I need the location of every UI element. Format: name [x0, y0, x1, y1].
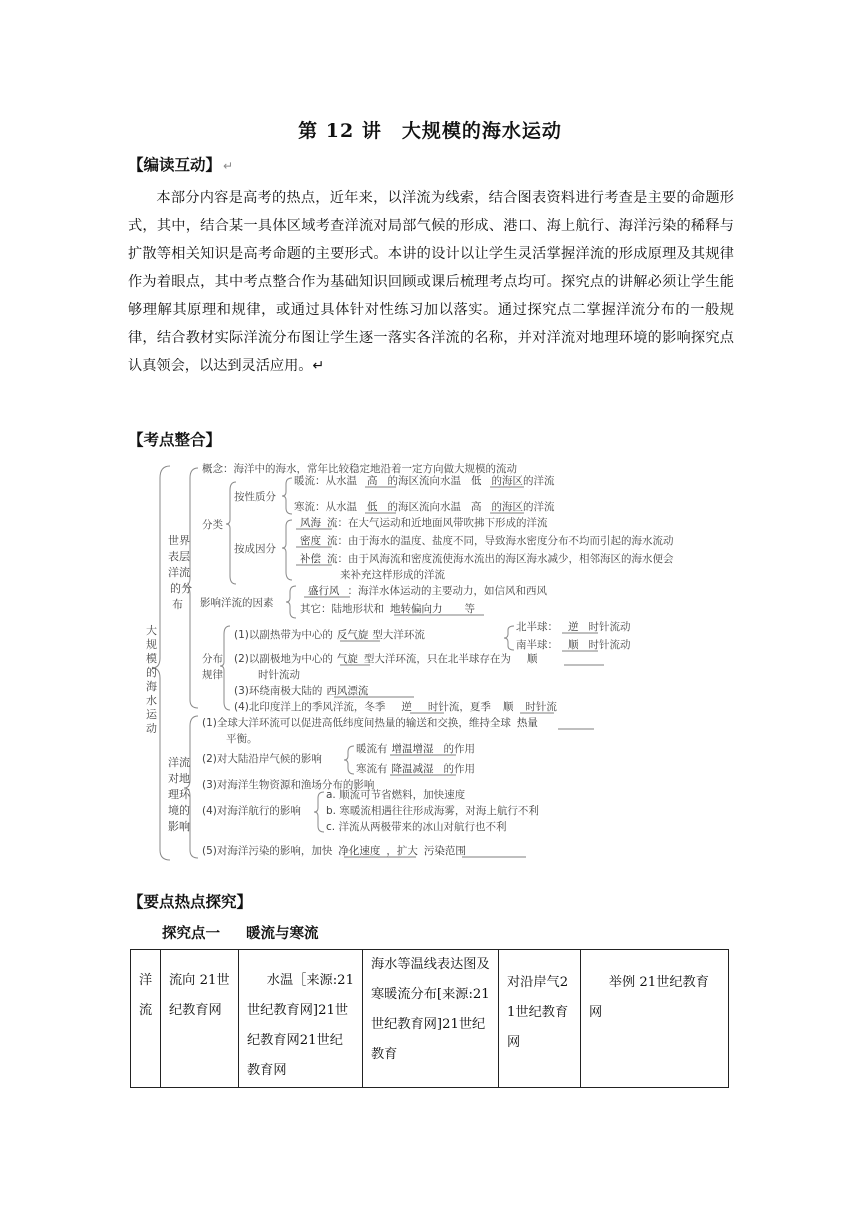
branch1-label	[168, 533, 192, 611]
cold-ans2: 高	[471, 501, 482, 513]
svg-text:运: 运	[146, 708, 157, 721]
table-cell-example: 举例 21世纪教育网	[581, 950, 729, 1088]
d2-end2: 时针流动	[258, 669, 300, 681]
d4-line	[234, 700, 557, 713]
e5-ans2: 污染范围	[423, 845, 466, 857]
e5-line	[202, 844, 466, 857]
nh-line	[516, 620, 631, 633]
table-cell-temperature: 水温［来源:21世纪教育网]21世纪教育网21世纪教育网	[239, 950, 363, 1088]
warm-mid: 的海区流向水温	[387, 475, 461, 487]
e1-line	[202, 716, 538, 729]
e4a-text: a. 顺流可节省燃料，加快速度	[326, 789, 466, 801]
concept-text: 概念：海洋中的海水，常年比较稳定地沿着一定方向做大规模的流动	[202, 463, 517, 475]
d2-text: (2)以副极地为中心的	[234, 653, 333, 665]
svg-text:大: 大	[146, 624, 157, 637]
nh-ans: 逆	[568, 621, 579, 633]
d2-ans: 气旋	[336, 653, 358, 665]
wind-end: 流：在大气运动和近地面风带吹拂下形成的洋流	[327, 517, 548, 529]
sh-ans: 顺	[568, 639, 579, 651]
e4b-text: b. 寒暖流相遇往往形成海雾，对海上航行不利	[326, 805, 539, 817]
other-line	[300, 602, 476, 615]
d3-line	[234, 684, 369, 697]
table-row	[131, 950, 729, 1088]
warm-ans2: 低	[471, 475, 482, 487]
comp-end: 流：由于风海流和密度流使海水流出的海区海水减少，相邻海区的海水便会	[327, 553, 674, 565]
sh-end: 时针流动	[588, 639, 631, 651]
svg-text:布: 布	[172, 598, 183, 611]
other-ans: 地转偏向力	[390, 603, 443, 615]
svg-text:的分: 的分	[170, 582, 192, 595]
svg-text:世界: 世界	[168, 534, 190, 547]
warm-text: 暖流：从水温	[294, 475, 357, 487]
by-nature-label: 按性质分	[234, 491, 276, 503]
d1-ans: 反气旋	[336, 629, 369, 641]
diagram-svg	[144, 458, 744, 868]
knowledge-diagram	[144, 458, 744, 868]
e4-text: (4)对海洋航行的影响	[202, 805, 301, 817]
sh-line	[516, 638, 631, 651]
comp-line	[300, 552, 674, 565]
e1-end: 平衡。	[226, 733, 258, 745]
svg-text:表层: 表层	[168, 550, 190, 563]
d4-ans2: 顺	[502, 701, 514, 713]
section-explore: 【要点热点探究】	[128, 893, 253, 911]
explore-point	[162, 922, 345, 943]
svg-text:洋流: 洋流	[168, 756, 190, 769]
table-cell-climate-effect: 对沿岸气21世纪教育网	[499, 950, 581, 1088]
currents-table	[130, 949, 729, 1088]
e5-ans1: 净化速度	[338, 845, 381, 857]
nh-end: 时针流动	[588, 621, 631, 633]
e5-text: (5)对海洋污染的影响，加快	[202, 845, 333, 857]
d4-mid: 时针流，夏季	[427, 701, 491, 713]
d1-text: (1)以副热带为中心的	[234, 629, 333, 641]
d2-end: 型大洋环流，只在北半球存在为	[363, 653, 511, 665]
page-title: 第 12 讲 大规模的海水运动	[298, 120, 562, 142]
wind-ans: 风海	[300, 517, 321, 529]
svg-text:规: 规	[146, 638, 157, 651]
root-label	[146, 623, 158, 735]
e2c-ans: 降温减湿	[391, 763, 434, 775]
branch2-label	[168, 755, 191, 833]
d2-ans2: 顺	[526, 653, 538, 665]
dist-label: 分布规律	[202, 653, 223, 681]
wind-line	[300, 516, 548, 529]
svg-text:海: 海	[146, 680, 157, 693]
by-cause-label: 按成因分	[234, 543, 276, 555]
dens-line	[300, 534, 674, 547]
prev-end: ：海洋水体运动的主要动力，如信风和西风	[347, 585, 547, 597]
e2c-line	[356, 762, 475, 775]
e5-mid: ，扩大	[386, 845, 418, 857]
warm-ans1: 高	[367, 475, 378, 487]
e1-text: (1)全球大洋环流可以促进高低纬度间热量的输送和交换，维持全球	[202, 717, 511, 729]
section-integration: 【考点整合】	[128, 431, 222, 449]
svg-text:水: 水	[146, 694, 157, 707]
explore-topic: 暖流与寒流	[246, 926, 319, 942]
svg-text:理环: 理环	[168, 788, 190, 801]
d3-ans: 西风漂流	[326, 685, 369, 697]
d4-ans1: 逆	[401, 701, 412, 713]
return-mark: ↵	[223, 159, 234, 173]
e2w-ans: 增温增湿	[391, 743, 434, 755]
comp-end2: 来补充这样形成的洋流	[340, 569, 445, 581]
intro-paragraph: 本部分内容是高考的热点，近年来，以洋流为线索，结合图表资料进行考查是主要的命题形式，其中，结合某一具体区域考查洋流对局部气候的形成、港口、海上航行、海洋污染的稀释与扩散等相关知识是高考命题的主要形式。本讲的设计以让学生灵活掌握洋流的形成原理及其规律作为着眼点，其中考点整合作为基础知识回顾或课后梳理考点均可。探究点的讲解必须让学生能够理解其原理和规律，或通过具体针对性练习加以落实。通过探究点二掌握洋流分布的一般规律，结合教材实际洋流分布图让学生逐一落实各洋流的名称，并对洋流对地理环境的影响探究点认真领会，以达到灵活应用。↵	[128, 190, 734, 374]
other-text: 其它：陆地形状和	[300, 603, 384, 615]
d4-end: 时针流	[525, 701, 557, 713]
comp-ans: 补偿	[300, 553, 321, 565]
svg-text:动: 动	[146, 722, 157, 735]
classify-label: 分类	[202, 519, 223, 531]
factors-label: 影响洋流的因素	[200, 597, 274, 609]
cold-text: 寒流：从水温	[294, 501, 357, 513]
svg-text:模: 模	[146, 652, 157, 665]
prev-ans: 盛行风	[308, 585, 340, 597]
nh-text: 北半球：	[516, 621, 558, 633]
warm-line	[294, 474, 555, 487]
prev-line	[308, 584, 547, 597]
cold-line	[294, 500, 555, 513]
dens-end: 流：由于海水的温度、盐度不同，导致海水密度分布不均而引起的海水流动	[327, 535, 674, 547]
d3-text: (3)环绕南极大陆的	[234, 685, 323, 697]
section-interaction-label: 【编读互动】	[128, 156, 222, 174]
e1-ans: 热量	[516, 717, 538, 729]
svg-text:洋流: 洋流	[168, 566, 190, 579]
d4-text: (4)北印度洋上的季风洋流，冬季	[234, 701, 386, 713]
section-interaction	[128, 153, 233, 175]
table-cell-current: 洋流	[131, 950, 161, 1088]
table-cell-direction: 流向 21世纪教育网	[161, 950, 239, 1088]
d2-line	[234, 652, 538, 665]
e4c-text: c. 洋流从两极带来的冰山对航行也不利	[326, 821, 507, 833]
warm-end: 的海区的洋流	[491, 475, 555, 487]
e2c-end: 的作用	[443, 763, 475, 775]
d1-line	[234, 628, 425, 641]
e2w-line	[356, 742, 475, 755]
cold-ans1: 低	[367, 501, 378, 513]
table-cell-isotherm: 海水等温线表达图及寒暖流分布[来源:21世纪教育网]21世纪教育	[363, 950, 499, 1088]
cold-end: 的海区的洋流	[491, 501, 555, 513]
svg-text:对地: 对地	[168, 772, 190, 785]
e2w-end: 的作用	[443, 743, 475, 755]
explore-point-label: 探究点一	[162, 926, 220, 942]
d1-end: 型大洋环流	[372, 629, 425, 641]
cold-mid: 的海区流向水温	[387, 501, 461, 513]
e3-text: (3)对海洋生物资源和渔场分布的影响	[202, 779, 375, 791]
dens-ans: 密度	[300, 535, 321, 547]
svg-text:影响: 影响	[168, 820, 190, 833]
svg-text:境的: 境的	[168, 804, 190, 817]
sh-text: 南半球：	[516, 639, 558, 651]
e2-text: (2)对大陆沿岸气候的影响	[202, 753, 322, 765]
e2w-text: 暖流有	[356, 743, 388, 755]
other-end: 等	[464, 603, 475, 615]
svg-text:的: 的	[146, 666, 157, 679]
e2c-text: 寒流有	[356, 763, 388, 775]
